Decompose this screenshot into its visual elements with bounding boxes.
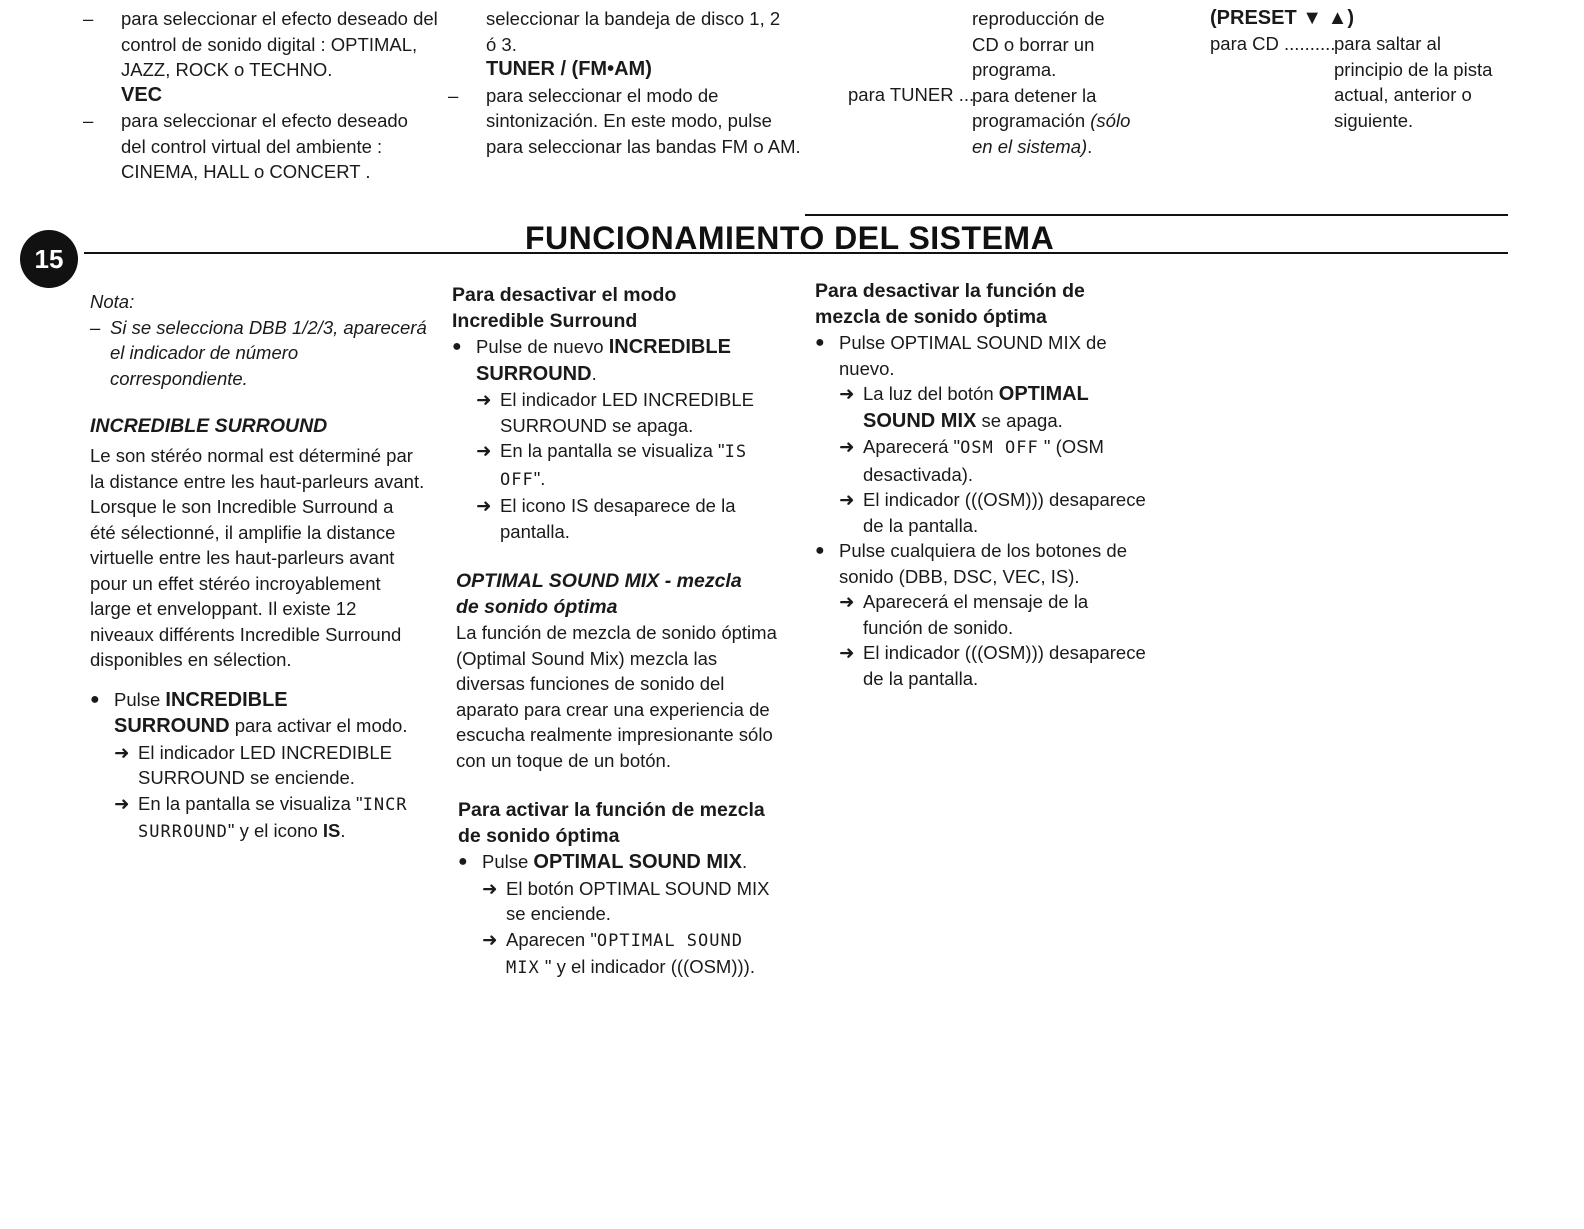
arrow-icon: ➜ xyxy=(114,741,130,763)
text: En la pantalla se visualiza " xyxy=(138,792,363,814)
top-col-4 xyxy=(1210,6,1540,32)
tuner-item xyxy=(448,83,806,160)
arrow-icon: ➜ xyxy=(839,591,855,612)
text-line xyxy=(972,108,1172,134)
paragraph xyxy=(90,443,440,673)
step-item xyxy=(458,849,802,876)
text-line: OPTIMAL SOUND MIX - mezcla xyxy=(456,570,742,592)
text-line: mezcla de sonido óptima xyxy=(815,306,1047,328)
text-line: nuevo. xyxy=(839,357,895,379)
text-line: desactivada). xyxy=(863,463,974,485)
text-line: pantalla. xyxy=(500,520,570,542)
tuner-label: para TUNER ... xyxy=(848,84,975,105)
text-line: El indicador (((OSM))) desaparece xyxy=(863,642,1146,663)
text-line: para seleccionar el efecto deseado del xyxy=(121,8,438,29)
italic-text: en el sistema) xyxy=(972,135,1088,157)
text-line: siguiente. xyxy=(1334,109,1414,131)
text-line: función de sonido. xyxy=(863,616,1014,638)
section-title: FUNCIONAMIENTO DEL SISTEMA xyxy=(525,220,1055,256)
text-line: disponibles en sélection. xyxy=(90,649,292,670)
text: La luz del botón xyxy=(863,383,999,404)
text-line: para detener la xyxy=(972,84,1097,106)
cd-description xyxy=(1334,31,1554,133)
text-line: de la pantalla. xyxy=(863,667,979,689)
bullet-icon: ● xyxy=(90,690,100,708)
text-line: pour un effet stéréo incroyablement xyxy=(90,572,381,594)
text: Aparecerá " xyxy=(863,436,961,457)
text: " y el indicador (((OSM))). xyxy=(539,956,755,977)
bold-text: SOUND MIX xyxy=(863,409,977,432)
text: para activar el modo. xyxy=(229,715,408,736)
text-line: Para desactivar el modo xyxy=(452,284,677,306)
text-line: El indicador (((OSM))) desaparece xyxy=(863,489,1146,510)
text-line: virtuelle entre les haut-parleurs avant xyxy=(90,547,395,568)
text-line: el indicador de número xyxy=(110,342,299,363)
text-line: actual, anterior o xyxy=(1334,84,1472,105)
text: . xyxy=(591,362,597,384)
text: Pulse xyxy=(482,851,534,872)
top-rule xyxy=(805,214,1508,216)
bold-text: IS xyxy=(322,820,341,841)
text-line: JAZZ, ROCK o TECHNO. xyxy=(121,59,333,80)
step-item xyxy=(815,538,1175,589)
text-line: sonido (DBB, DSC, VEC, IS). xyxy=(839,565,1080,587)
text-line: été sélectionné, il amplifie la distance xyxy=(90,521,396,543)
lcd-text: OSM OFF xyxy=(960,438,1039,458)
lcd-text: INCR xyxy=(362,794,408,815)
result-item xyxy=(815,589,1175,640)
spacer xyxy=(452,773,802,797)
text-line xyxy=(863,408,1175,435)
text-line: ó 3. xyxy=(486,33,517,55)
text-line xyxy=(506,954,802,982)
text-line: se enciende. xyxy=(506,903,611,924)
column-a xyxy=(90,289,440,846)
text-line: para saltar al xyxy=(1334,33,1441,54)
paragraph xyxy=(456,620,802,773)
dash: – xyxy=(90,316,101,338)
text: Aparecen " xyxy=(506,928,597,950)
deactivate-is-heading xyxy=(452,282,802,334)
italic-text: (sólo xyxy=(1090,110,1131,131)
arrow-icon: ➜ xyxy=(114,792,130,814)
text-line: CD o borrar un xyxy=(972,33,1095,55)
text: " xyxy=(227,820,235,841)
text-line: para seleccionar el modo de xyxy=(486,84,719,106)
text-line: seleccionar la bandeja de disco 1, 2 xyxy=(486,8,781,29)
text: Pulse xyxy=(114,688,166,710)
section-number-badge: 15 xyxy=(20,230,78,288)
result-item xyxy=(458,927,802,982)
lcd-text: OPTIMAL SOUND xyxy=(596,930,743,951)
result-item xyxy=(452,387,802,438)
top-col-2 xyxy=(448,6,806,159)
top-col-1 xyxy=(83,6,441,185)
text-line xyxy=(138,791,440,819)
arrow-icon: ➜ xyxy=(839,383,855,404)
dash: – xyxy=(83,110,94,131)
top-col1-item-2 xyxy=(83,108,441,185)
arrow-icon: ➜ xyxy=(839,642,855,663)
text-line xyxy=(972,134,1172,160)
text-line: Incredible Surround xyxy=(452,310,638,332)
result-item xyxy=(815,640,1175,691)
bullet-icon: ● xyxy=(815,542,825,559)
bold-text: OPTIMAL SOUND MIX xyxy=(533,851,742,873)
text: programación xyxy=(972,110,1086,131)
result-item xyxy=(90,740,440,791)
text-line: reproducción de xyxy=(972,8,1105,29)
tuner-heading: TUNER / (FM•AM) xyxy=(486,58,652,80)
text-line: control de sonido digital : OPTIMAL, xyxy=(121,33,418,55)
text-line xyxy=(500,438,802,466)
result-item xyxy=(815,487,1175,538)
text-line: niveaux différents Incredible Surround xyxy=(90,623,402,645)
result-item xyxy=(815,381,1175,434)
text-line: para seleccionar las bandas FM o AM. xyxy=(486,135,801,157)
text-line: Aparecerá el mensaje de la xyxy=(863,591,1089,612)
top-col-3 xyxy=(972,6,1172,159)
text-line: El indicador LED INCREDIBLE xyxy=(500,389,754,410)
bold-text: OPTIMAL xyxy=(998,383,1089,405)
text-line: programa. xyxy=(972,59,1057,80)
text-line: SURROUND se enciende. xyxy=(138,767,355,788)
arrow-icon: ➜ xyxy=(482,877,498,899)
text-line: large et enveloppant. Il existe 12 xyxy=(90,598,357,619)
spacer xyxy=(452,544,802,568)
text-line: la distance entre les haut-parleurs avant. xyxy=(90,470,425,492)
text-line xyxy=(500,466,802,494)
text-line: Para activar la función de mezcla xyxy=(458,799,765,821)
text-line: principio de la pista xyxy=(1334,58,1493,80)
text: ". xyxy=(533,467,546,489)
lcd-text: MIX xyxy=(506,958,540,978)
text: y el icono xyxy=(234,820,323,841)
text-line: Pulse OPTIMAL SOUND MIX de xyxy=(839,332,1107,353)
column-c xyxy=(815,278,1175,691)
osm-heading xyxy=(456,568,802,620)
bullet-icon: ● xyxy=(458,853,468,870)
spacer xyxy=(90,391,440,413)
result-item xyxy=(90,791,440,846)
text-line: Para desactivar la función de xyxy=(815,280,1085,302)
bold-text: INCREDIBLE xyxy=(165,688,288,711)
text: . xyxy=(340,820,346,841)
text-line: Si se selecciona DBB 1/2/3, aparecerá xyxy=(110,316,427,338)
lcd-text: OFF xyxy=(500,469,534,490)
note-label: Nota: xyxy=(90,291,135,312)
text-line xyxy=(506,927,802,955)
text-line: Lorsque le son Incredible Surround a xyxy=(90,496,394,517)
note-item xyxy=(90,315,440,392)
text-line xyxy=(863,434,1175,462)
result-item xyxy=(458,876,802,927)
text: En la pantalla se visualiza " xyxy=(500,440,725,461)
arrow-icon: ➜ xyxy=(476,389,492,410)
text-line: con un toque de un botón. xyxy=(456,749,671,771)
text-line: de sonido óptima xyxy=(456,596,618,618)
text-line: de la pantalla. xyxy=(863,514,979,536)
text: " (OSM xyxy=(1038,436,1104,457)
step-item xyxy=(90,687,440,714)
bold-text: INCREDIBLE xyxy=(608,336,731,358)
text: . xyxy=(1087,135,1093,157)
text: . xyxy=(741,851,748,872)
spacer xyxy=(90,673,440,687)
activate-osm-heading xyxy=(458,797,802,849)
result-item xyxy=(452,493,802,544)
arrow-icon: ➜ xyxy=(476,495,492,516)
column-b xyxy=(452,282,802,982)
text-line xyxy=(863,381,1175,408)
bullet-icon: ● xyxy=(452,338,462,355)
lcd-text: IS xyxy=(724,442,748,462)
text-line: SURROUND se apaga. xyxy=(500,414,694,436)
deactivate-osm-heading xyxy=(815,278,1175,330)
text-line: Pulse cualquiera de los botones de xyxy=(839,540,1127,561)
vec-heading: VEC xyxy=(121,83,163,106)
text-line: (Optimal Sound Mix) mezcla las xyxy=(456,647,718,669)
result-item xyxy=(815,434,1175,487)
text-line: para seleccionar el efecto deseado xyxy=(121,110,408,131)
dash: – xyxy=(448,84,459,106)
text-line: La función de mezcla de sonido óptima xyxy=(456,622,777,643)
text: se apaga. xyxy=(976,409,1063,431)
text-line: sintonización. En este modo, pulse xyxy=(486,110,772,131)
result-item xyxy=(452,438,802,493)
bold-text: SURROUND xyxy=(114,715,230,737)
text: Pulse de nuevo xyxy=(476,336,609,357)
step-cont xyxy=(90,713,440,740)
cd-label: para CD .......... xyxy=(1210,33,1336,54)
text-line: El indicador LED INCREDIBLE xyxy=(138,741,392,763)
step-cont xyxy=(452,361,802,388)
bullet-icon: ● xyxy=(815,334,825,351)
text-line: de sonido óptima xyxy=(458,825,620,847)
bold-text: SURROUND xyxy=(476,362,592,385)
lcd-text: SURROUND xyxy=(138,822,228,842)
top-col1-item-1 xyxy=(83,6,441,83)
step-item xyxy=(815,330,1175,381)
arrow-icon: ➜ xyxy=(839,436,855,457)
incredible-surround-heading: INCREDIBLE SURROUND xyxy=(90,415,328,437)
arrow-icon: ➜ xyxy=(839,489,855,510)
preset-heading: (PRESET ▼ ▲) xyxy=(1210,7,1355,29)
text-line: Le son stéréo normal est déterminé par xyxy=(90,445,413,466)
text-line: El icono IS desaparece de la xyxy=(500,495,736,516)
text-line: diversas funciones de sonido del xyxy=(456,673,725,694)
text-line: CINEMA, HALL o CONCERT . xyxy=(121,161,371,182)
text-line xyxy=(138,818,440,846)
text-line: aparato para crear una experiencia de xyxy=(456,698,770,720)
text-line: escucha realmente impresionante sólo xyxy=(456,724,773,745)
text-line: del control virtual del ambiente : xyxy=(121,135,383,157)
step-item xyxy=(452,334,802,361)
arrow-icon: ➜ xyxy=(482,928,498,950)
dash: – xyxy=(83,8,94,29)
text-line: correspondiente. xyxy=(110,367,248,389)
arrow-icon: ➜ xyxy=(476,440,492,461)
text-line: El botón OPTIMAL SOUND MIX xyxy=(506,877,770,899)
